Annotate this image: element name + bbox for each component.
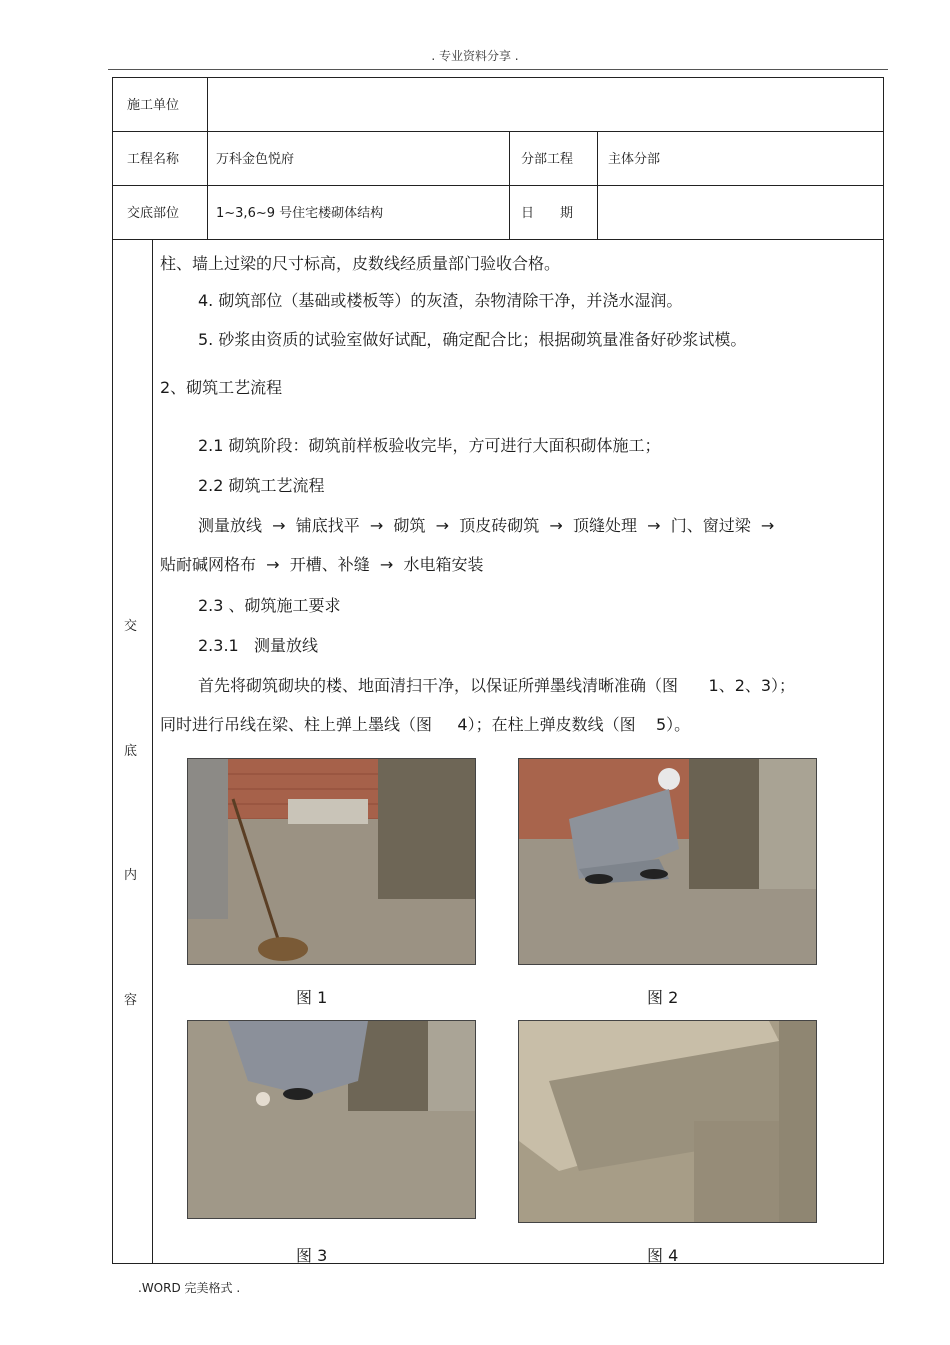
process-flow-line: 测量放线 → 铺底找平 → 砌筑 → 顶皮砖砌筑 → 顶缝处理 → 门、窗过梁 → [198, 516, 775, 535]
date-label: 日 期 [521, 206, 574, 221]
subsection-heading: 2.3.1 测量放线 [198, 636, 318, 655]
side-label-char: 容 [124, 993, 138, 1008]
photo-beam-underside [518, 1020, 817, 1223]
table-column-divider [152, 239, 153, 1264]
subsection-heading: 2.2 砌筑工艺流程 [198, 476, 325, 495]
photo-sweeping-floor [187, 758, 476, 965]
table-column-divider [207, 77, 208, 240]
header-divider [108, 69, 888, 70]
content-paragraph: 首先将砌筑砌块的楼、地面清扫干净，以保证所弹墨线清晰准确（图 1、2、3）； [198, 676, 796, 695]
table-row-divider [112, 185, 884, 186]
content-paragraph: 柱、墙上过梁的尺寸标高，皮数线经质量部门验收合格。 [160, 254, 561, 273]
section-heading: 2、砌筑工艺流程 [160, 378, 283, 397]
table-column-divider [509, 131, 510, 240]
table-column-divider [597, 131, 598, 240]
table-top-border [112, 77, 884, 78]
photo-worker-marking-column [518, 758, 817, 965]
page-footer: .WORD 完美格式 . [138, 1281, 241, 1295]
table-bottom-border [112, 1263, 884, 1264]
figure-caption: 图 2 [647, 988, 679, 1007]
construction-unit-label: 施工单位 [127, 98, 180, 113]
disclosure-location-label: 交底部位 [127, 206, 180, 221]
sub-project-value: 主体分部 [608, 152, 661, 167]
side-label-char: 底 [124, 744, 138, 759]
process-flow-line: 贴耐碱网格布 → 开槽、补缝 → 水电箱安装 [160, 555, 484, 574]
table-right-border [883, 77, 884, 1264]
page-header: . 专业资料分享 . [431, 49, 519, 63]
figure-caption: 图 1 [296, 988, 328, 1007]
photo-worker-crouching [187, 1020, 476, 1219]
figure-caption: 图 3 [296, 1246, 328, 1265]
side-label-char: 内 [124, 868, 138, 883]
project-name-label: 工程名称 [127, 152, 180, 167]
table-row-divider [112, 239, 884, 240]
project-name-value: 万科金色悦府 [216, 152, 295, 167]
content-paragraph: 5. 砂浆由资质的试验室做好试配，确定配合比；根据砌筑量准备好砂浆试模。 [198, 330, 747, 349]
side-label-char: 交 [124, 619, 138, 634]
disclosure-location-value: 1~3,6~9 号住宅楼砌体结构 [216, 206, 384, 221]
table-left-border [112, 77, 113, 1264]
figure-caption: 图 4 [647, 1246, 679, 1265]
sub-project-label: 分部工程 [521, 152, 574, 167]
content-paragraph: 同时进行吊线在梁、柱上弹上墨线（图 4）；在柱上弹皮数线（图 5）。 [160, 715, 691, 734]
subsection-heading: 2.3 、砌筑施工要求 [198, 596, 341, 615]
table-row-divider [112, 131, 884, 132]
content-paragraph: 4. 砌筑部位（基础或楼板等）的灰渣，杂物清除干净，并浇水湿润。 [198, 291, 683, 310]
content-paragraph: 2.1 砌筑阶段：砌筑前样板验收完毕，方可进行大面积砌体施工； [198, 436, 661, 455]
